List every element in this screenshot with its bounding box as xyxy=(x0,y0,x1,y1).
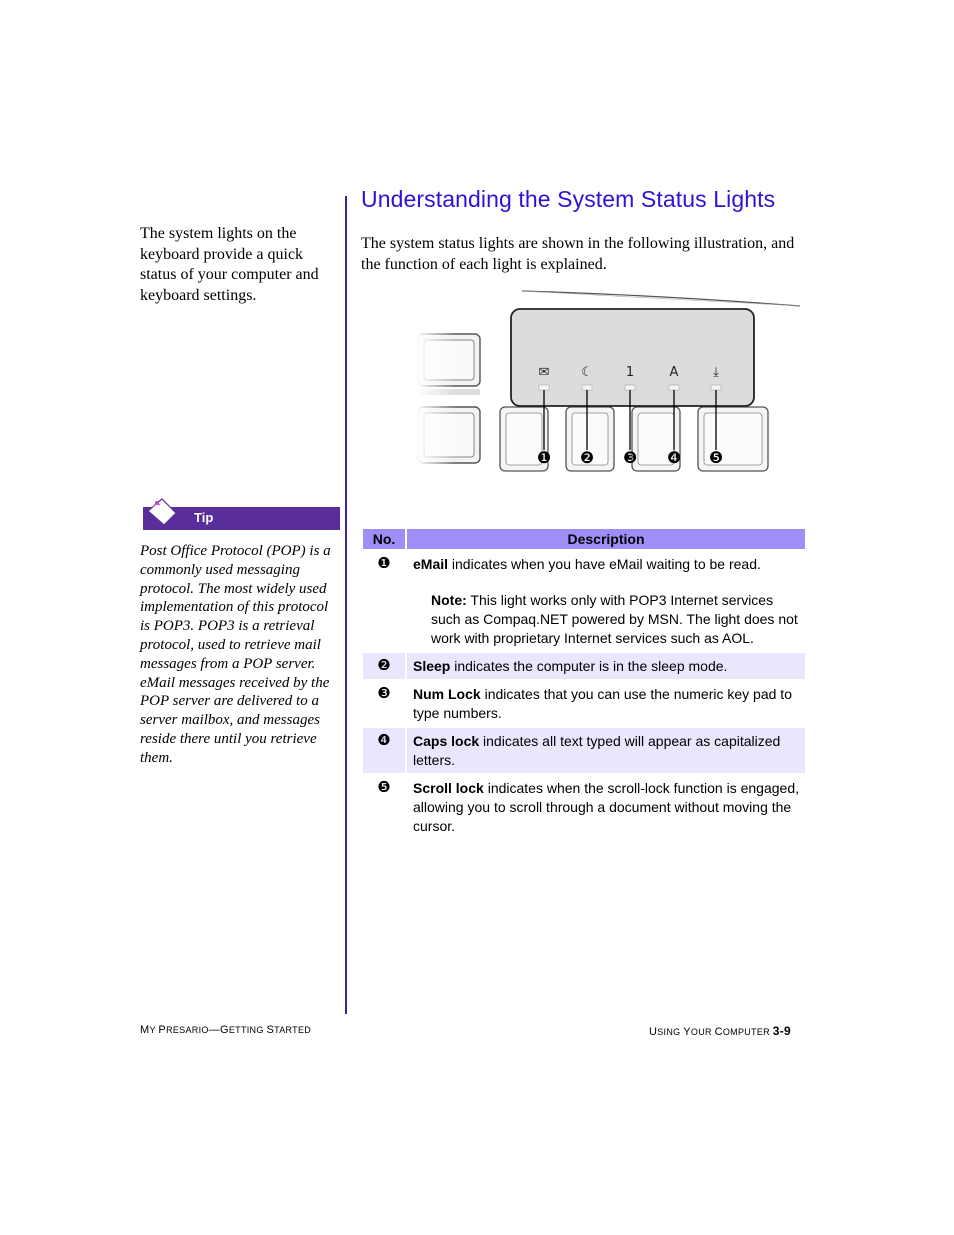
scroll-lock-led xyxy=(711,385,721,390)
status-lights-illustration xyxy=(416,287,802,483)
row-number: ❶ xyxy=(377,555,391,572)
row-number: ❹ xyxy=(363,728,405,773)
footer-book-title: MY PRESARIO—GETTING STARTED xyxy=(140,1024,312,1036)
row-description xyxy=(407,653,805,679)
row-text: indicates that you can use the numeric key pad to type numbers. xyxy=(413,686,792,721)
scroll-lock-light-icon: ⤓ xyxy=(713,365,719,380)
row-term: Sleep xyxy=(413,658,451,674)
email-led xyxy=(539,385,549,390)
email-light-icon: ✉ xyxy=(538,365,550,380)
num-lock-light-icon: 1 xyxy=(625,365,635,380)
row-description xyxy=(407,551,805,577)
callout-4: ❹ xyxy=(666,448,682,467)
callout-2: ❷ xyxy=(579,448,595,467)
caps-lock-led xyxy=(669,385,679,390)
table-row xyxy=(363,653,805,679)
row-term: Caps lock xyxy=(413,733,480,749)
table-row xyxy=(363,775,805,839)
sidebar-intro: The system lights on the keyboard provide a quick status of your computer and keyboard settings. xyxy=(140,225,319,304)
callout-1: ❶ xyxy=(536,448,552,467)
row-number: ❸ xyxy=(377,685,391,702)
note-label: Note: xyxy=(431,592,467,608)
row-term: Num Lock xyxy=(413,686,481,702)
caps-lock-light-icon: A xyxy=(669,365,679,380)
row-description xyxy=(407,681,805,726)
row-description xyxy=(407,728,805,773)
sleep-led xyxy=(582,385,592,390)
row-text: indicates the computer is in the sleep mode. xyxy=(450,658,728,674)
tip-label: Tip xyxy=(194,510,214,525)
row-number: ❺ xyxy=(377,779,391,796)
tip-text: Post Office Protocol (POP) is a commonly used messaging protocol. The most widely used implementation of this protocol is POP3. POP3 is a retrieval protocol, used to retrieve mail messages from a POP server. eMail messages received by the POP server are delivered to a server mailbox, and messages reside there until you retrieve them. xyxy=(140,543,331,766)
tip-note-icon xyxy=(144,497,180,529)
status-panel xyxy=(511,309,754,406)
row-text: indicates all text typed will appear as capitalized letters. xyxy=(413,733,781,768)
row-term: Scroll lock xyxy=(413,780,484,796)
page-title: Understanding the System Status Lights xyxy=(361,186,776,212)
footer-chapter: USING YOUR COMPUTER 3-9 xyxy=(648,1024,791,1038)
main-intro: The system status lights are shown in the following illustration, and the function of each light is explained. xyxy=(361,235,795,273)
table-row xyxy=(363,551,805,577)
row-text: indicates when the scroll-lock function is engaged, allowing you to scroll through a document without moving the cursor. xyxy=(413,780,799,834)
column-divider xyxy=(345,196,347,1014)
num-lock-led xyxy=(625,385,635,390)
header-description: Description xyxy=(407,529,805,549)
row-description xyxy=(407,775,805,839)
table-row xyxy=(363,681,805,726)
row-number: ❷ xyxy=(363,653,405,679)
row-text: indicates when you have eMail waiting to be read. xyxy=(448,556,761,572)
callout-3: ❸ xyxy=(622,448,638,467)
callout-5: ❺ xyxy=(708,448,724,467)
table-row-note xyxy=(363,579,805,651)
header-no: No. xyxy=(363,529,405,549)
table-header-row xyxy=(363,529,805,549)
note-block xyxy=(407,579,805,651)
page-number: 3-9 xyxy=(772,1024,791,1038)
table-row xyxy=(363,728,805,773)
note-text: This light works only with POP3 Internet services such as Compaq.NET powered by MSN. The light does not work with proprietary Internet services such as AOL. xyxy=(431,592,798,646)
row-term: eMail xyxy=(413,556,449,572)
sleep-light-icon: ☾ xyxy=(581,365,593,380)
status-lights-table xyxy=(361,527,807,841)
